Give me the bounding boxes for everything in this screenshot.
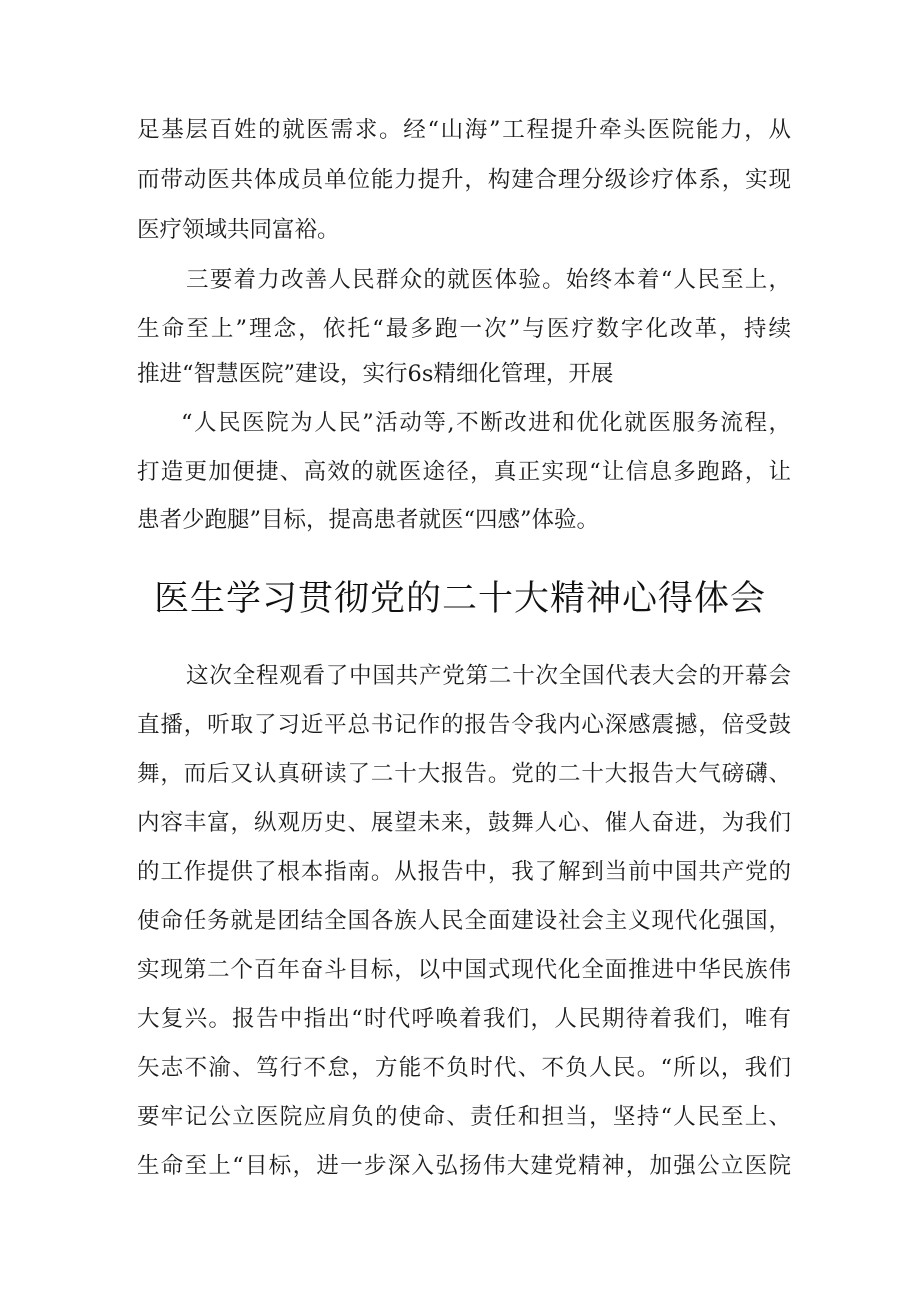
paragraph-line: 足基层百姓的就医需求。经“山海”工程提升牵头医院能力，从 <box>137 117 791 143</box>
article-line: 这次全程观看了中国共产党第二十次全国代表大会的开幕会 <box>186 663 791 689</box>
article-line: 使命任务就是团结全国各族人民全面建设社会主义现代化强国， <box>137 908 791 934</box>
paragraph-line: 医疗领域共同富裕。 <box>137 217 340 243</box>
article-line: 生命至上“目标，进一步深入弘扬伟大建党精神，加强公立医院 <box>137 1153 791 1179</box>
paragraph-line: 而带动医共体成员单位能力提升，构建合理分级诊疗体系，实现 <box>137 167 791 193</box>
paragraph-line: 推进“智慧医院”建设，实行6s精细化管理，开展 <box>137 361 614 387</box>
article-line: 要牢记公立医院应肩负的使命、责任和担当，坚持“人民至上、 <box>137 1104 791 1130</box>
paragraph-line: 患者少跑腿”目标，提高患者就医“四感”体验。 <box>137 507 600 533</box>
article-line: 实现第二个百年奋斗目标，以中国式现代化全面推进中华民族伟 <box>137 957 791 983</box>
article-line: 内容丰富，纵观历史、展望未来，鼓舞人心、催人奋进，为我们 <box>137 810 791 836</box>
paragraph-line: 打造更加便捷、高效的就医途径，真正实现“让信息多跑路，让 <box>137 459 791 485</box>
paragraph-line: “人民医院为人民”活动等,不断改进和优化就医服务流程， <box>181 410 791 436</box>
paragraph-line: 三要着力改善人民群众的就医体验。始终本着“人民至上， <box>186 267 791 293</box>
paragraph-line: 生命至上”理念，依托“最多跑一次”与医疗数字化改革，持续 <box>137 316 791 342</box>
article-line: 直播，听取了习近平总书记作的报告令我内心深感震撼，倍受鼓 <box>137 712 791 738</box>
article-line: 矢志不渝、笃行不怠，方能不负时代、不负人民。“所以，我们 <box>137 1055 791 1081</box>
article-line: 的工作提供了根本指南。从报告中，我了解到当前中国共产党的 <box>137 859 791 885</box>
article-line: 大复兴。报告中指出“时代呼唤着我们，人民期待着我们，唯有 <box>137 1006 791 1032</box>
article-title: 医生学习贯彻党的二十大精神心得体会 <box>153 579 766 619</box>
article-line: 舞，而后又认真研读了二十大报告。党的二十大报告大气磅礴、 <box>137 761 791 787</box>
